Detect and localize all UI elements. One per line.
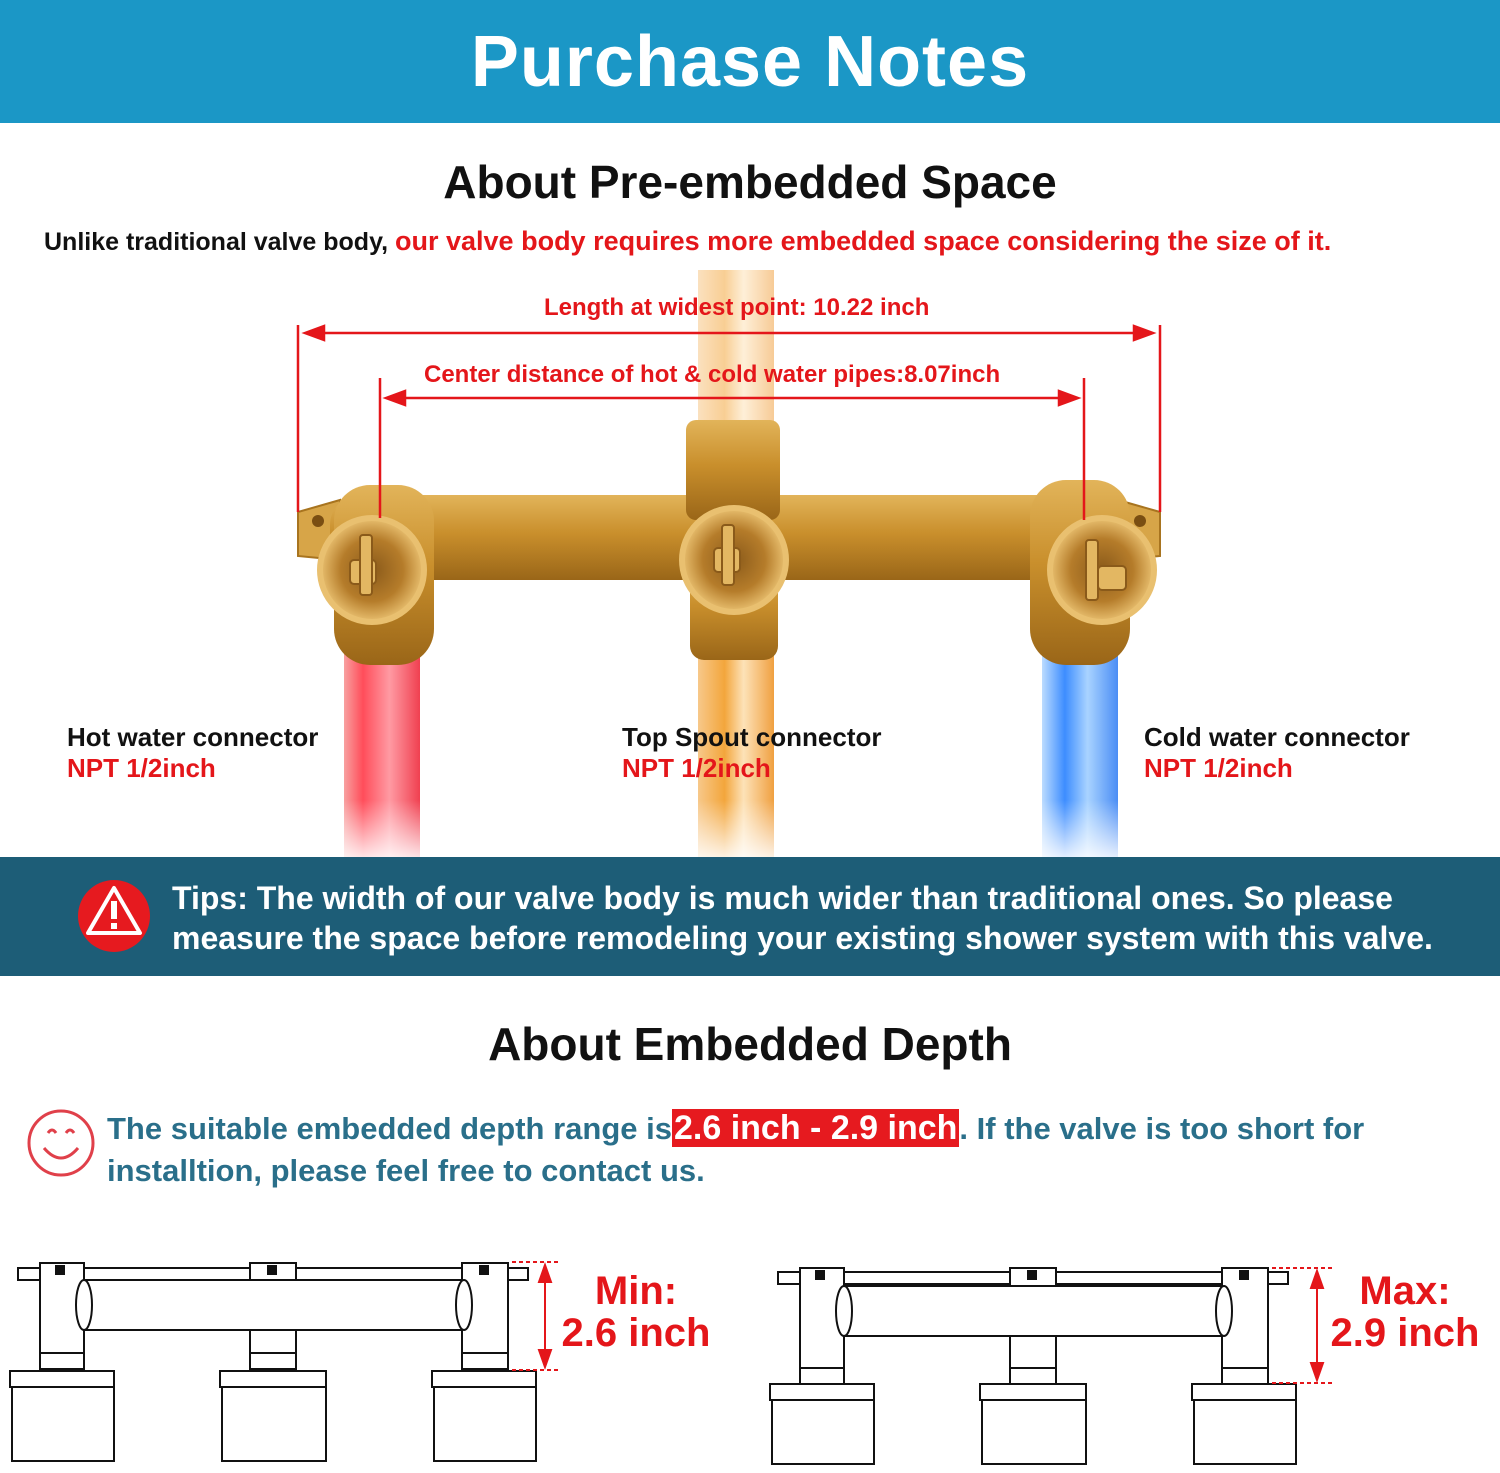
connector-name: Hot water connector — [67, 722, 319, 752]
depth-range-text — [107, 1107, 1477, 1192]
tips-text: Tips: The width of our valve body is much wider than traditional ones. So please measure the space before remodeling your existing shower system with this valve. — [172, 880, 1433, 956]
smiley-icon — [29, 1111, 93, 1175]
valve-body — [298, 420, 1160, 665]
depth-text-after: . If the valve is too short for installtion, please feel free to contact us. — [107, 1111, 1365, 1188]
depth-range-highlight: 2.6 inch - 2.9 inch — [674, 1109, 958, 1147]
cold-water-connector-label — [1144, 722, 1410, 784]
min-label: Min: — [594, 1269, 678, 1313]
section-title-embedded-depth: About Embedded Depth — [488, 1018, 1012, 1070]
max-depth-dimension — [1272, 1268, 1332, 1383]
hot-water-connector-label — [67, 722, 318, 784]
top-spout-connector-label — [622, 722, 882, 784]
dimension-center-label: Center distance of hot & cold water pipes:8.07inch — [424, 361, 1001, 388]
max-depth-label — [1325, 1270, 1485, 1354]
connector-spec: NPT 1/2inch — [622, 753, 771, 783]
max-value: 2.9 inch — [1330, 1311, 1480, 1355]
connector-name: Top Spout connector — [622, 722, 882, 752]
intro-text-black: Unlike traditional valve body, — [44, 228, 396, 256]
min-value: 2.6 inch — [561, 1311, 711, 1355]
max-depth-drawing — [770, 1268, 1296, 1464]
min-depth-label — [556, 1270, 716, 1354]
connector-name: Cold water connector — [1144, 722, 1410, 752]
page-title: Purchase Notes — [470, 21, 1030, 102]
section-title-pre-embedded-space: About Pre-embedded Space — [443, 156, 1057, 208]
max-label: Max: — [1359, 1269, 1451, 1313]
connector-spec: NPT 1/2inch — [67, 753, 216, 783]
min-depth-drawing — [10, 1263, 536, 1461]
connector-spec: NPT 1/2inch — [1144, 753, 1293, 783]
intro-text-red: our valve body requires more embedded space considering the size of it. — [395, 226, 1332, 256]
depth-text-before: The suitable embedded depth range is — [107, 1111, 672, 1146]
dimension-length-label: Length at widest point: 10.22 inch — [544, 294, 930, 321]
